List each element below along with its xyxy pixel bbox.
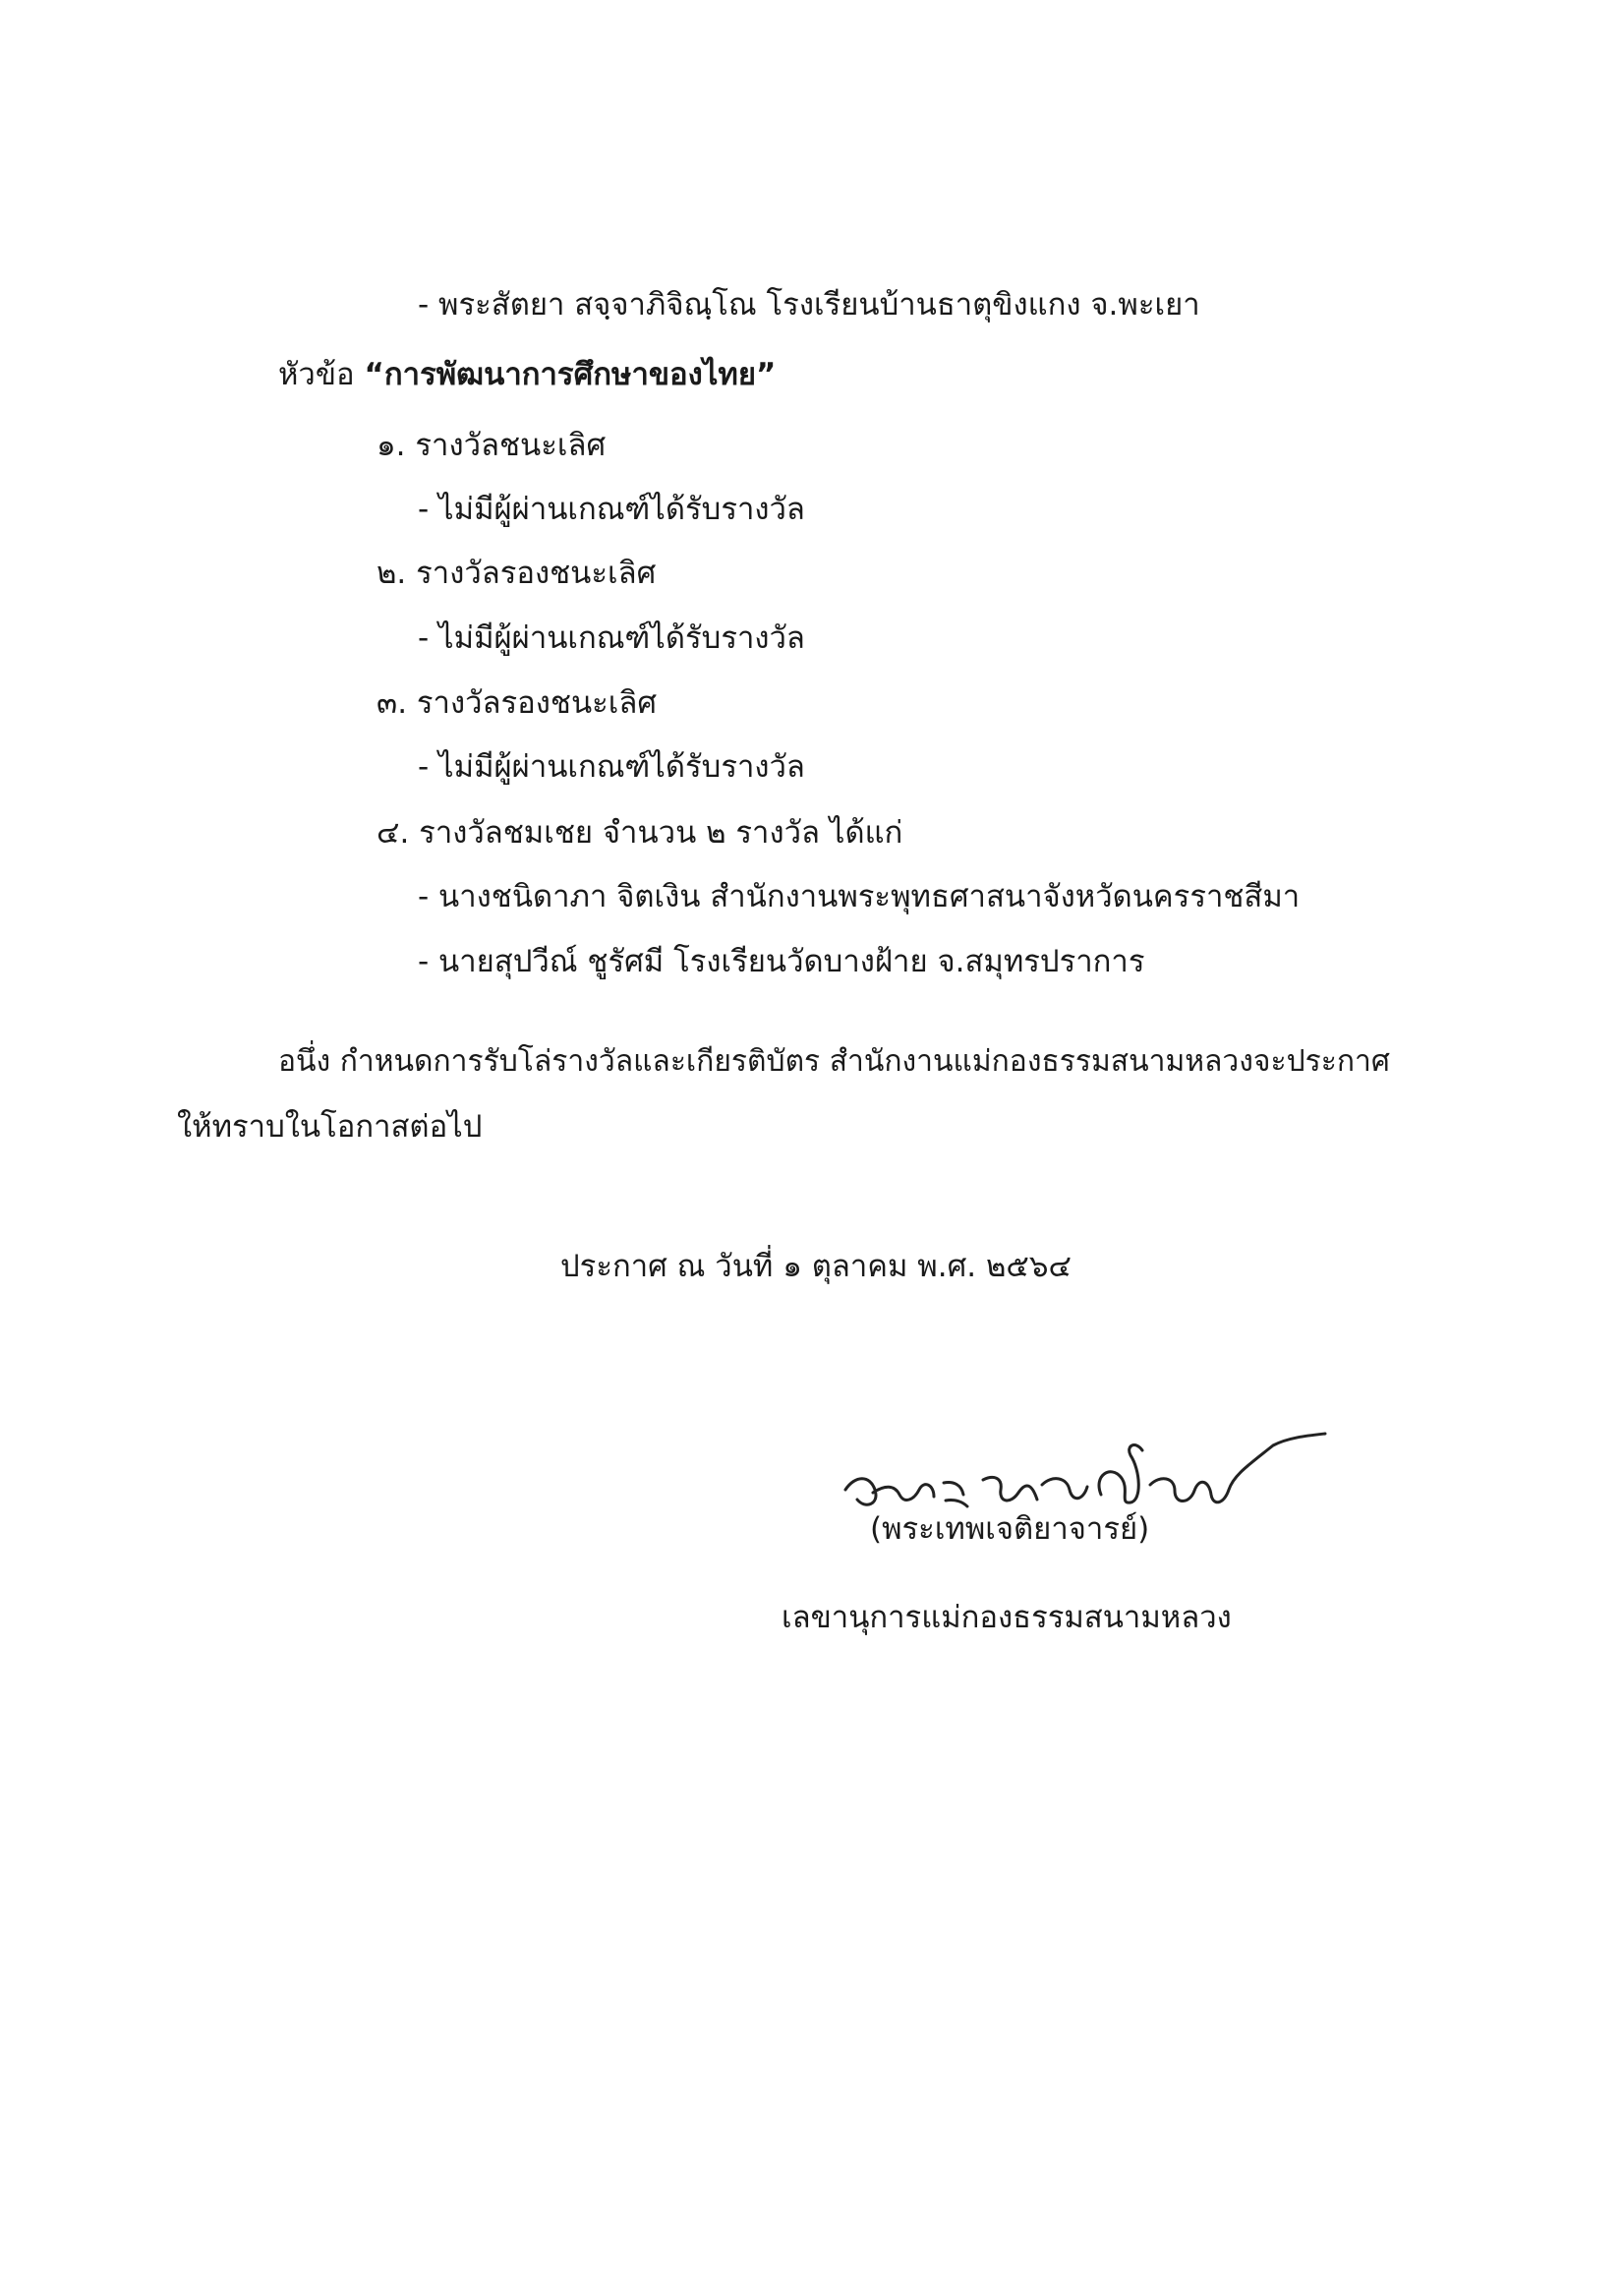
topic-prefix: หัวข้อ — [278, 357, 365, 392]
topic-title: “การพัฒนาการศึกษาของไทย” — [364, 357, 777, 392]
award-entry: - นายสุปวีณ์ ชูรัศมี โรงเรียนวัดบางฝ้าย จ.สมุทรปราการ — [418, 944, 1145, 979]
topic-heading — [278, 355, 776, 394]
award-heading: ๒. รางวัลรองชนะเลิศ — [377, 556, 657, 591]
award-entry: - ไม่มีผู้ผ่านเกณฑ์ได้รับรางวัล — [418, 492, 805, 527]
award-heading: ๑. รางวัลชนะเลิศ — [377, 428, 607, 463]
closing-paragraph-line1: อนึ่ง กำหนดการรับโล่รางวัลและเกียรติบัตร สำนักงานแม่กองธรรมสนามหลวงจะประกาศ — [278, 1044, 1390, 1079]
award-entry: - ไม่มีผู้ผ่านเกณฑ์ได้รับรางวัล — [418, 749, 805, 785]
signatory-name: (พระเทพเจติยาจารย์) — [870, 1511, 1150, 1547]
award-heading: ๔. รางวัลชมเชย จำนวน ๒ รางวัล ได้แก่ — [377, 815, 903, 851]
award-entry: - ไม่มีผู้ผ่านเกณฑ์ได้รับรางวัล — [418, 620, 805, 656]
announcement-date: ประกาศ ณ วันที่ ๑ ตุลาคม พ.ศ. ๒๕๖๔ — [560, 1249, 1072, 1284]
award-entry: - นางชนิดาภา จิตเงิน สำนักงานพระพุทธศาสนาจังหวัดนครราชสีมา — [418, 879, 1301, 914]
previous-award-entry: - พระสัตยา สจฺจาภิจิณฺโณ โรงเรียนบ้านธาตุขิงแกง จ.พะเยา — [418, 287, 1200, 323]
closing-paragraph-line2: ให้ทราบในโอกาสต่อไป — [177, 1109, 483, 1145]
signatory-position: เลขานุการแม่กองธรรมสนามหลวง — [782, 1600, 1232, 1635]
handwritten-signature — [836, 1416, 1327, 1524]
award-heading: ๓. รางวัลรองชนะเลิศ — [377, 685, 658, 721]
